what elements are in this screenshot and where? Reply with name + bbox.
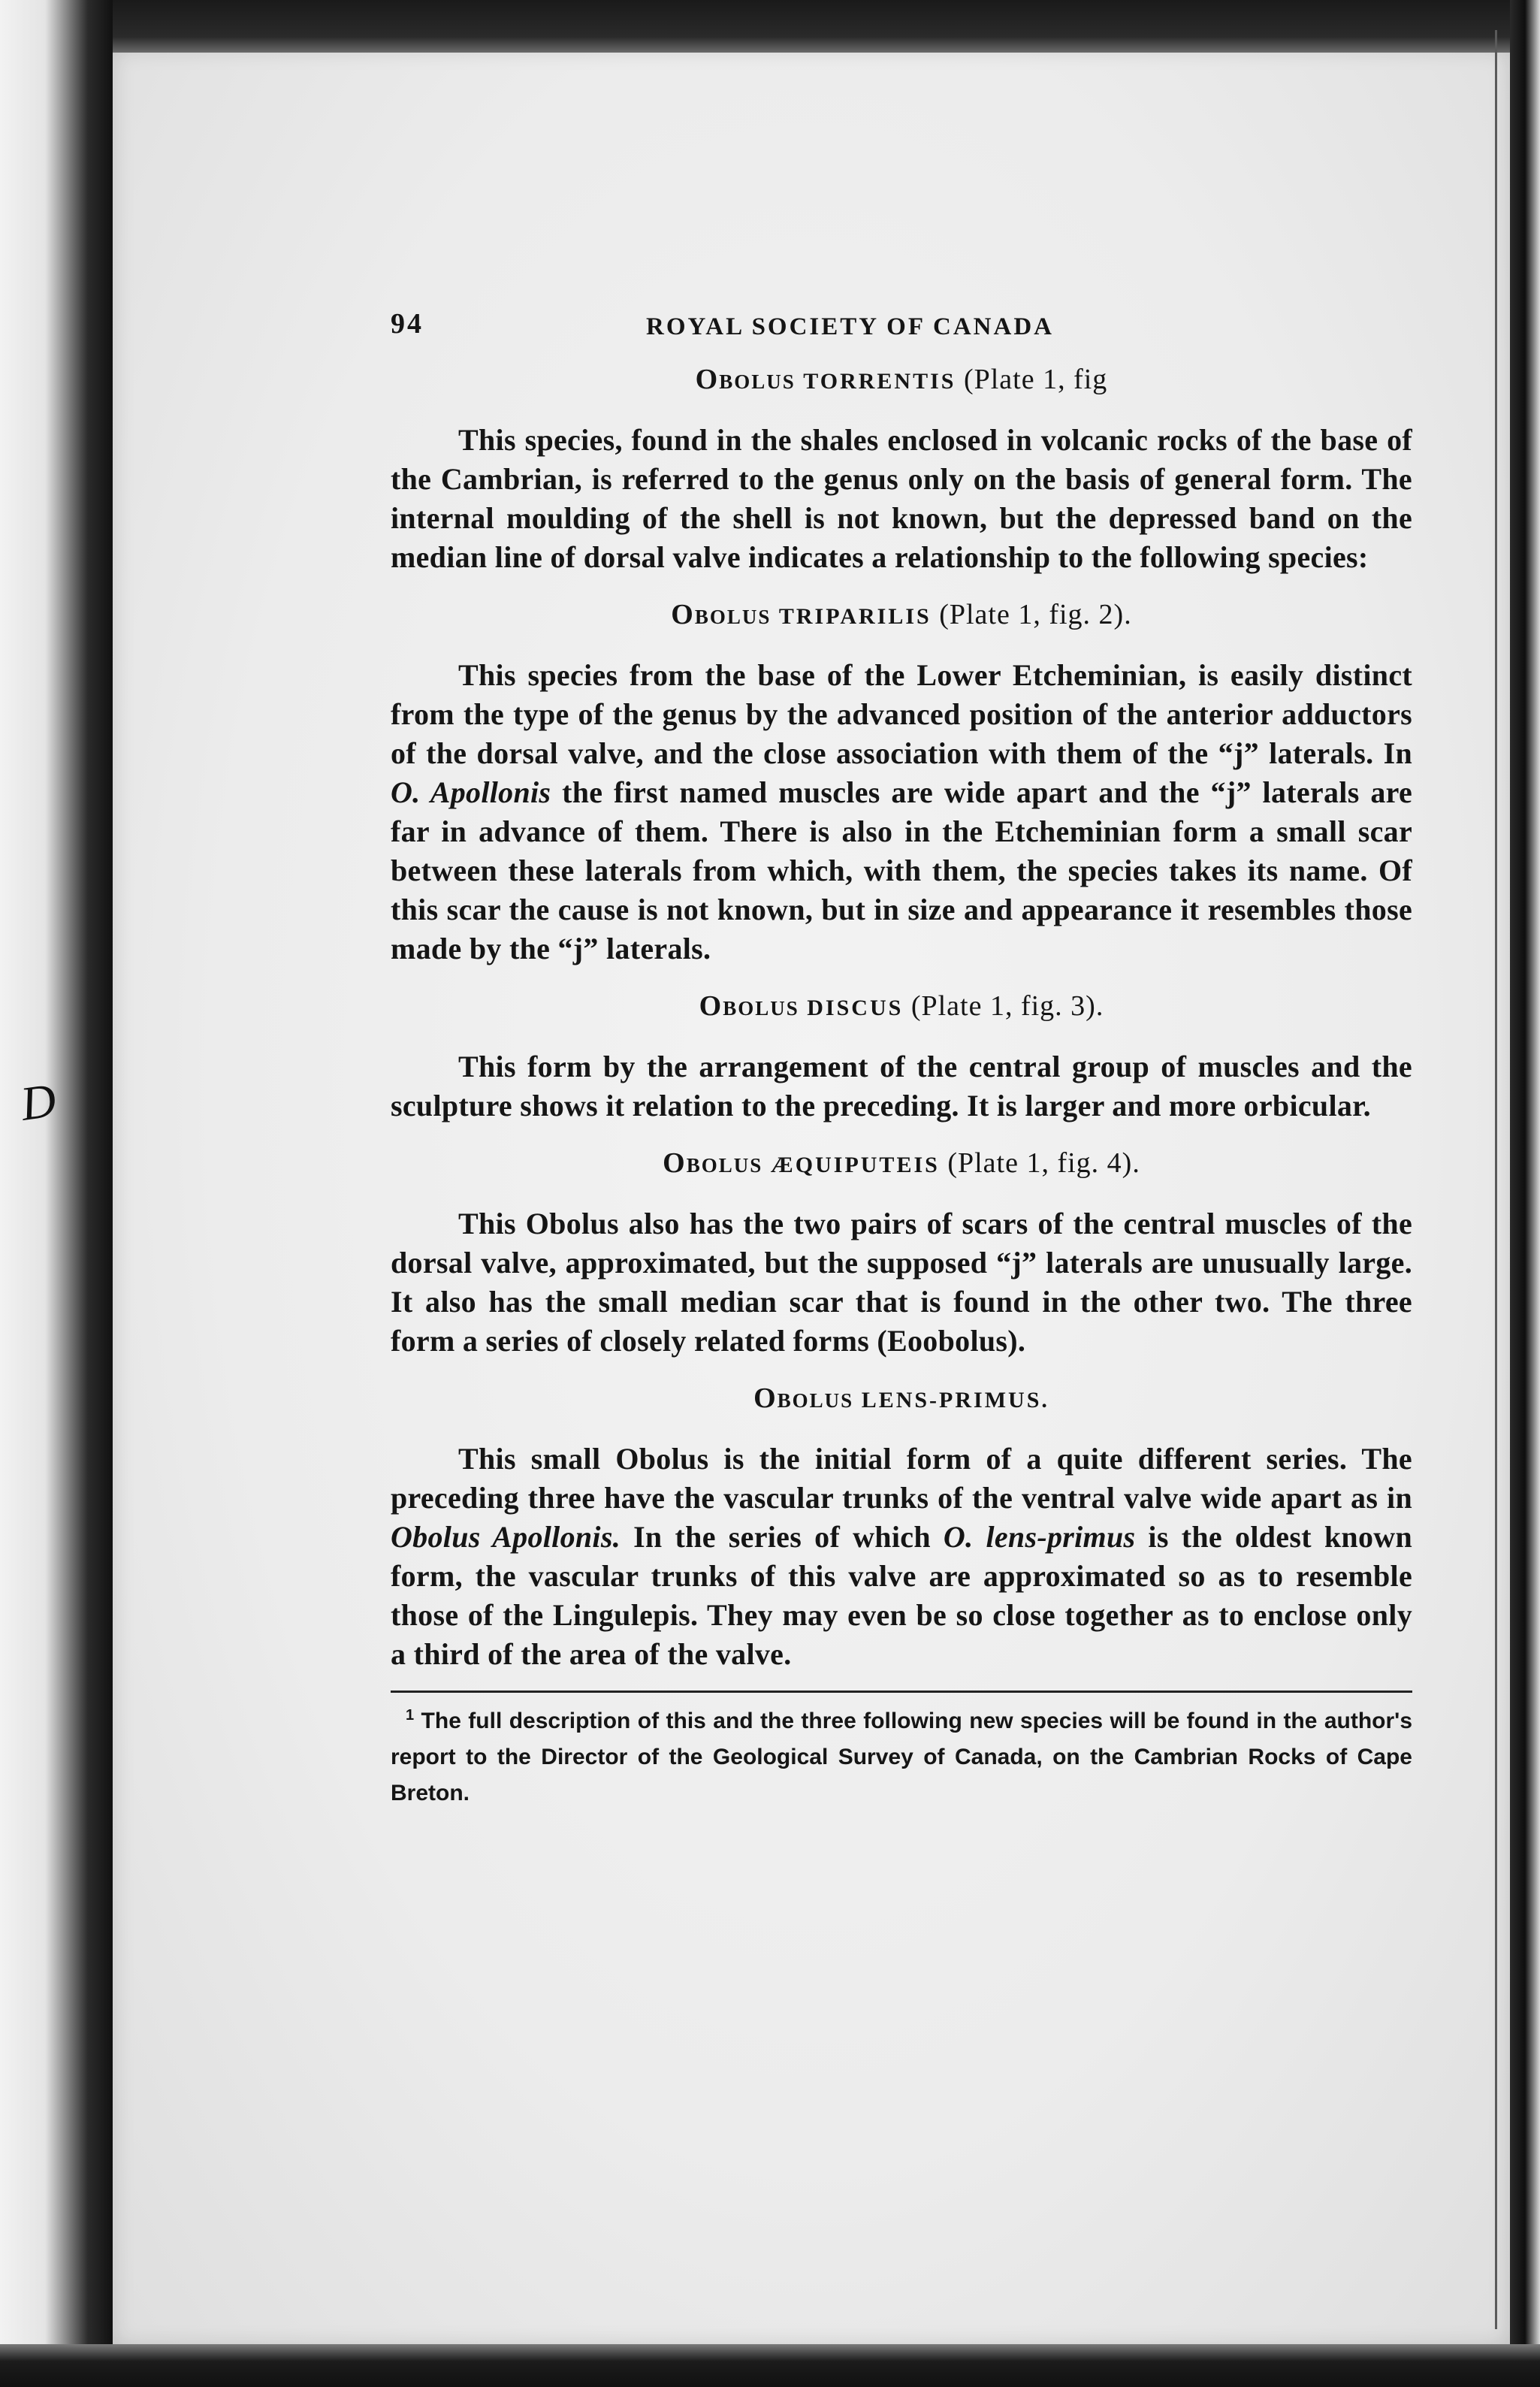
text-run: This small Obolus is the initial form of a quite different series. The preceding three have the vascular trunks of the ventral valve wide apart as in (391, 1442, 1412, 1515)
plate-reference: (Plate 1, fig. 4). (947, 1147, 1140, 1179)
page-number: 94 (391, 308, 424, 340)
genus-name: Obolus (695, 364, 796, 395)
species-heading (391, 360, 1412, 401)
text-run: This species from the base of the Lower Etcheminian, is easily distinct from the type of the genus by the advanced position of the anterior adductors of the dorsal valve, and the close association with them of the “j” laterals. In (391, 658, 1412, 770)
italic-species-name: Obolus Apollonis. (391, 1520, 621, 1554)
species-name: DISCUS (807, 996, 904, 1020)
plate-reference: (Plate 1, fig. 2). (939, 599, 1132, 630)
page-edge-line (1495, 30, 1497, 2329)
running-head (391, 304, 1412, 342)
species-heading (391, 987, 1412, 1028)
species-description: This Obolus also has the two pairs of scars of the central muscles of the dorsal valve, approximated, but the supposed “j” laterals are unusually large. It also has the small median scar that is found in the other two. The three form a series of closely related forms (Eoobolus). (391, 1207, 1412, 1358)
species-description (391, 1440, 1412, 1674)
species-description: This form by the arrangement of the central group of muscles and the sculpture shows it relation to the preceding. It is larger and more orbicular. (391, 1050, 1412, 1122)
text-run: In the series of which (621, 1520, 944, 1554)
text-run: is the oldest known form, the vascular trunks of this valve are approximated so as to resemble those of the Lingulepis. They may even be so close together as to enclose only a third of the area of the valve. (391, 1520, 1412, 1671)
scan-border-right (1510, 0, 1540, 2387)
species-name: ÆQUIPUTEIS (770, 1153, 940, 1177)
species-name: TORRENTIS (803, 369, 956, 394)
scan-border-bottom (0, 2344, 1540, 2387)
footnote (391, 1697, 1412, 1811)
species-heading (391, 1144, 1412, 1185)
genus-name: Obolus (671, 599, 772, 630)
page-content (391, 304, 1412, 1811)
margin-mark: D (17, 1073, 59, 1131)
text-run: the first named muscles are wide apart and the “j” laterals are far in advance of them. There is also in the Etcheminian form a small scar between these laterals from which, with them, the species takes its name. Of this scar the cause is not known, but in size and appearance it resembles those made by the “j” laterals. (391, 775, 1413, 965)
scan-border-top (0, 0, 1540, 53)
plate-reference: (Plate 1, fig. 3). (910, 990, 1104, 1022)
species-heading (391, 595, 1412, 636)
italic-species-name: O. lens-primus (943, 1520, 1136, 1554)
scan-border-left (0, 0, 113, 2387)
genus-name: Obolus (753, 1382, 854, 1414)
plate-reference: (Plate 1, fig (963, 364, 1108, 395)
species-name: TRIPARILIS (778, 604, 932, 629)
running-head-title: ROYAL SOCIETY OF CANADA (646, 313, 1054, 340)
species-name: LENS-PRIMUS. (861, 1388, 1049, 1413)
species-description (391, 656, 1412, 968)
footnote-rule (391, 1691, 1412, 1693)
footnote-marker: 1 (406, 1707, 415, 1724)
genus-name: Obolus (699, 990, 799, 1022)
footnote-text: The full description of this and the three following new species will be found in the author's report to the Director of the Geological Survey of Canada, on the Cambrian Rocks of Cape Breton. (391, 1709, 1412, 1805)
species-heading (391, 1379, 1412, 1420)
species-description: This species, found in the shales enclosed in volcanic rocks of the base of the Cambrian, is referred to the genus only on the basis of general form. The internal moulding of the shell is not known, but the depressed band on the median line of dorsal valve indicates a relationship to the following species: (391, 423, 1412, 574)
genus-name: Obolus (663, 1147, 763, 1179)
italic-species-name: O. Apollonis (391, 775, 551, 809)
